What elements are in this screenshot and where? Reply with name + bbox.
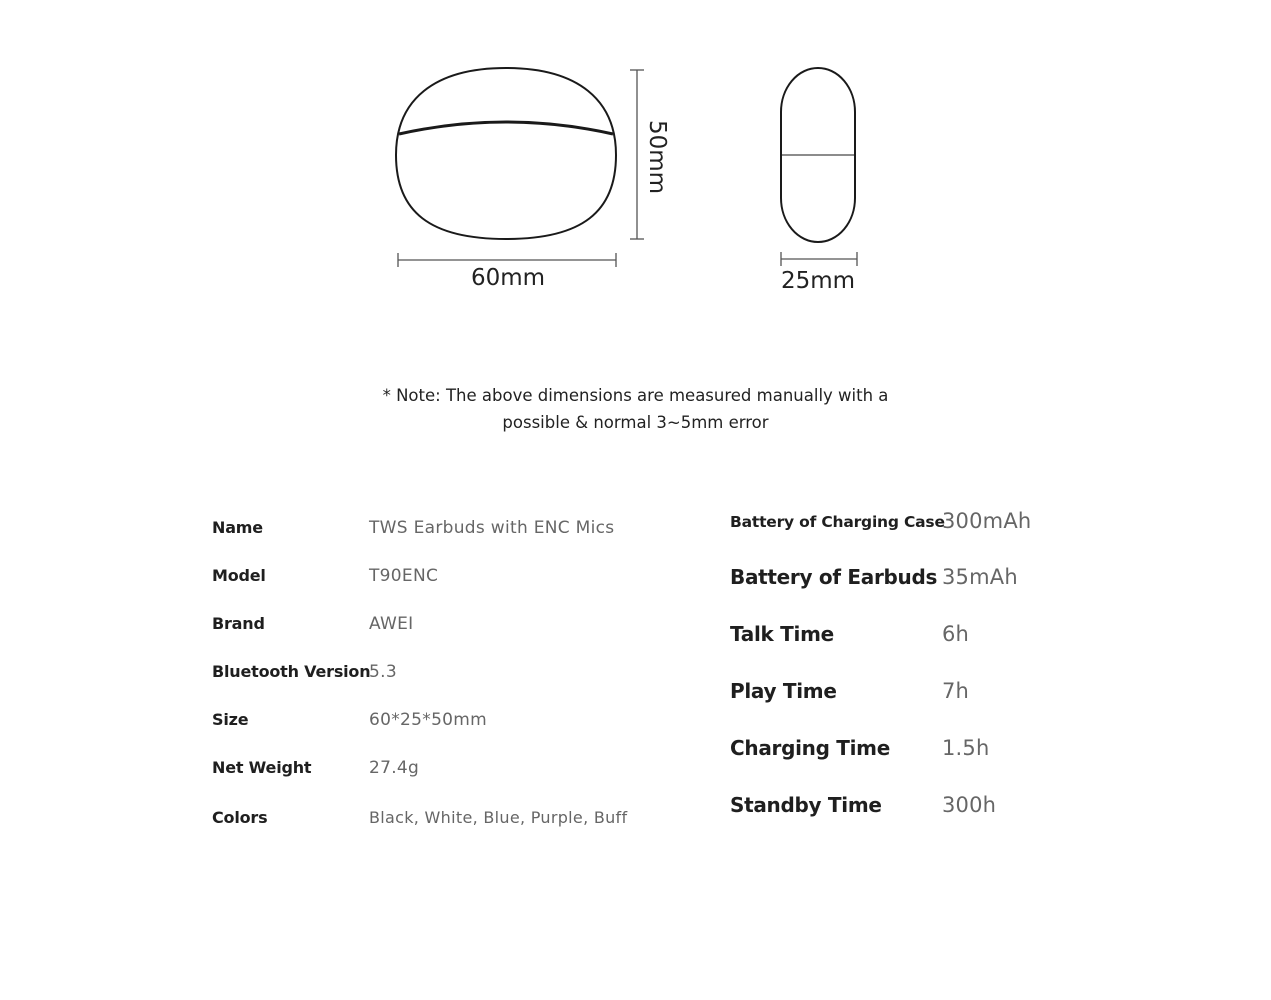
dimension-diagram <box>0 0 1271 330</box>
note-line-1: * Note: The above dimensions are measured manually with a <box>382 386 889 405</box>
spec-value: AWEI <box>369 614 414 634</box>
spec-label: Standby Time <box>730 793 882 817</box>
spec-value: 1.5h <box>942 736 990 760</box>
height-dimension-line <box>630 70 644 239</box>
height-label: 50mm <box>644 119 670 195</box>
measurement-note <box>0 382 1271 436</box>
spec-value: 300mAh <box>942 509 1032 533</box>
spec-value: 35mAh <box>942 565 1018 589</box>
spec-value: 27.4g <box>369 758 420 778</box>
spec-label: Battery of Charging Case <box>730 513 945 531</box>
spec-value: 5.3 <box>369 662 397 682</box>
case-side-view <box>781 68 855 242</box>
spec-label: Size <box>212 710 249 729</box>
spec-value: 300h <box>942 793 997 817</box>
spec-value: T90ENC <box>369 566 439 586</box>
spec-value: Black, White, Blue, Purple, Buff <box>369 808 628 827</box>
case-front-outline <box>396 68 616 239</box>
spec-label: Bluetooth Version <box>212 662 371 681</box>
spec-label: Model <box>212 566 266 585</box>
width-label: 60mm <box>470 265 546 291</box>
spec-label: Colors <box>212 808 268 827</box>
spec-value: 7h <box>942 679 970 703</box>
spec-value: 6h <box>942 622 970 646</box>
depth-label: 25mm <box>780 268 856 294</box>
spec-label: Talk Time <box>730 622 834 646</box>
spec-label: Net Weight <box>212 758 312 777</box>
case-lid-seam <box>399 122 613 134</box>
spec-label: Charging Time <box>730 736 890 760</box>
spec-label: Battery of Earbuds <box>730 565 938 589</box>
spec-label: Name <box>212 518 263 537</box>
case-front-view <box>396 68 616 239</box>
note-line-2: possible & normal 3~5mm error <box>502 413 769 432</box>
spec-label: Play Time <box>730 679 837 703</box>
depth-dimension-line <box>781 252 857 266</box>
spec-value: 60*25*50mm <box>369 710 488 730</box>
spec-value: TWS Earbuds with ENC Mics <box>369 518 615 538</box>
spec-label: Brand <box>212 614 265 633</box>
